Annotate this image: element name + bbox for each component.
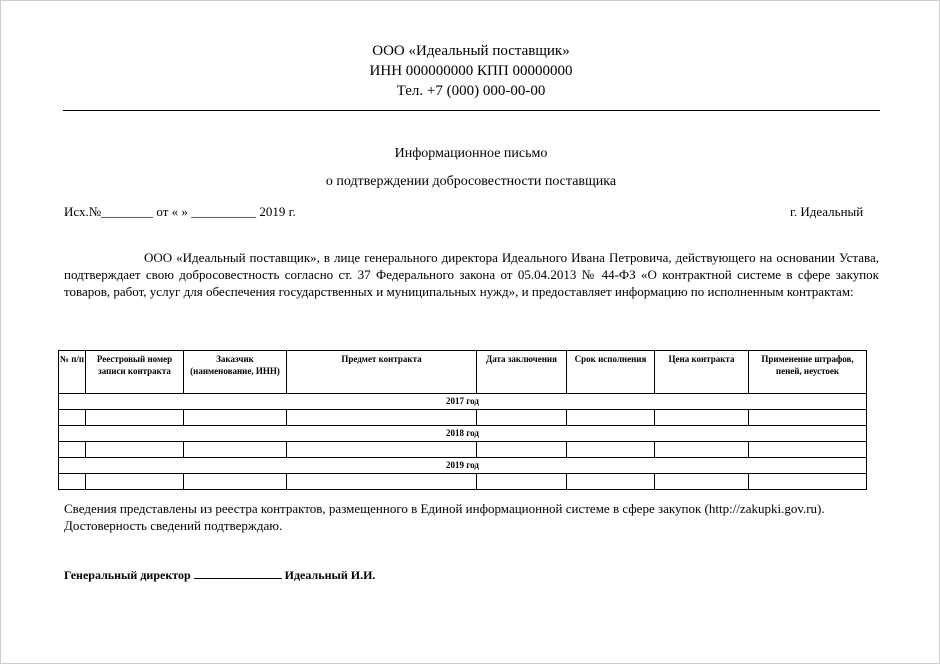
signature-line (194, 567, 282, 579)
letterhead (1, 41, 940, 101)
year-label: 2018 год (59, 426, 867, 442)
table-cell (477, 442, 567, 458)
column-header: Дата заключения (477, 351, 567, 394)
confirmation-note: Достоверность сведений подтверждаю. (64, 518, 283, 533)
column-header: Реестровый номер записи контракта (86, 351, 184, 394)
table-cell (567, 442, 655, 458)
year-label: 2017 год (59, 394, 867, 410)
signatory-position: Генеральный директор (64, 568, 191, 582)
table-header-row (59, 351, 867, 394)
table-cell (567, 410, 655, 426)
company-phone: Тел. +7 (000) 000-00-00 (396, 83, 546, 99)
table-cell (59, 474, 86, 490)
table-cell (287, 474, 477, 490)
signatory-name: Идеальный И.И. (284, 568, 376, 582)
table-cell (655, 442, 749, 458)
table-cell (59, 410, 86, 426)
table-row (59, 410, 867, 426)
company-inn-kpp: ИНН 000000000 КПП 00000000 (369, 63, 573, 79)
body-paragraph-text: ООО «Идеальный поставщик», в лице генерального директора Идеального Ивана Петровича, действующего на основании Устава, подтверждает свою добросовестность согласно ст. 37 Федерального закона от 05.04.2013 № 44-ФЗ «О контрактной системе в сфере закупок товаров, работ, услуг для обеспечения государственных и муниципальных нужд», и предоставляет информацию по исполненным контрактам: (64, 250, 879, 299)
table-cell (287, 442, 477, 458)
column-header: № п/п (59, 351, 86, 394)
year-row (59, 458, 867, 474)
table-cell (184, 410, 287, 426)
table-cell (655, 474, 749, 490)
column-header: Предмет контракта (287, 351, 477, 394)
table-cell (287, 410, 477, 426)
column-header: Применение штрафов, пеней, неустоек (749, 351, 867, 394)
outgoing-number: Исх.№________ от « » __________ 2019 г. (64, 204, 296, 219)
signature-block (64, 567, 375, 583)
city: г. Идеальный (790, 204, 864, 219)
table-cell (86, 442, 184, 458)
table-cell (184, 442, 287, 458)
table-cell (86, 410, 184, 426)
year-label: 2019 год (59, 458, 867, 474)
table-cell (749, 474, 867, 490)
body-paragraph (64, 249, 879, 300)
letterhead-divider (63, 110, 880, 111)
column-header: Цена контракта (655, 351, 749, 394)
table-cell (477, 410, 567, 426)
year-row (59, 426, 867, 442)
column-header: Срок исполнения (567, 351, 655, 394)
column-header: Заказчик (наименование, ИНН) (184, 351, 287, 394)
letter-title: Информационное письмо (394, 146, 548, 161)
letter-subtitle: о подтверждении добросовестности поставщика (325, 174, 617, 189)
table-cell (567, 474, 655, 490)
company-name: ООО «Идеальный поставщик» (372, 43, 570, 59)
table-cell (749, 442, 867, 458)
table-cell (749, 410, 867, 426)
table-row (59, 474, 867, 490)
table-cell (655, 410, 749, 426)
table-row (59, 442, 867, 458)
table-cell (184, 474, 287, 490)
contracts-table (58, 350, 867, 490)
table-cell (86, 474, 184, 490)
table-cell (59, 442, 86, 458)
table-cell (477, 474, 567, 490)
source-note: Сведения представлены из реестра контрактов, размещенного в Единой информационной системе в сфере закупок (http://zakupki.gov.ru). (64, 501, 825, 516)
year-row (59, 394, 867, 410)
